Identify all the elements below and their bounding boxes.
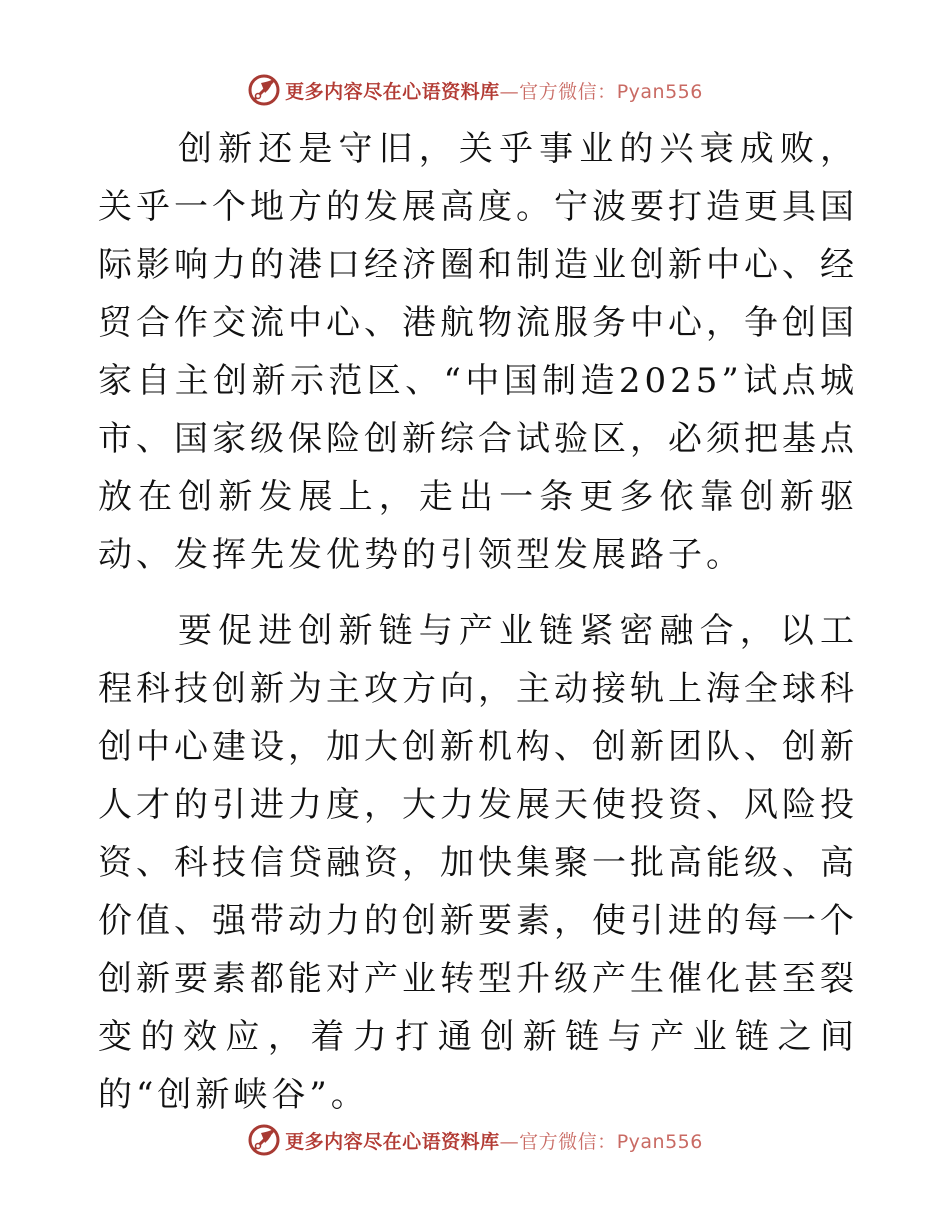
quill-emblem-icon — [247, 73, 281, 107]
banner-wechat-label: 官方微信： — [519, 1130, 617, 1153]
banner-wechat-id: Pyan556 — [616, 1130, 703, 1153]
paragraph-1: 创新还是守旧，关乎事业的兴衰成败，关乎一个地方的发展高度。宁波要打造更具国际影响力的港口经济圈和制造业创新中心、经贸合作交流中心、港航物流服务中心，争创国家自主创新示范区、“中国制造2025”试点城市、国家级保险创新综合试验区，必须把基点放在创新发展上，走出一条更多依靠创新驱动、发挥先发优势的引领型发展路子。 — [98, 129, 858, 575]
banner-brand: 更多内容尽在心语资料库 — [285, 80, 500, 103]
banner-text — [285, 77, 703, 104]
footer-banner — [0, 1120, 950, 1160]
banner-wechat-id: Pyan556 — [616, 80, 703, 103]
banner-brand: 更多内容尽在心语资料库 — [285, 1130, 500, 1153]
banner-separator: — — [499, 80, 520, 103]
banner-wechat-label: 官方微信： — [519, 80, 617, 103]
header-banner — [0, 70, 950, 110]
paragraph-2: 要促进创新链与产业链紧密融合，以工程科技创新为主攻方向，主动接轨上海全球科创中心建设，加大创新机构、创新团队、创新人才的引进力度，大力发展天使投资、风险投资、科技信贷融资，加快集聚一批高能级、高价值、强带动力的创新要素，使引进的每一个创新要素都能对产业转型升级产生催化甚至裂变的效应，着力打通创新链与产业链之间的“创新峡谷”。 — [98, 611, 858, 1115]
banner-text — [285, 1127, 703, 1154]
quill-emblem-icon — [247, 1123, 281, 1157]
document-body — [98, 120, 858, 1124]
banner-separator: — — [499, 1130, 520, 1153]
